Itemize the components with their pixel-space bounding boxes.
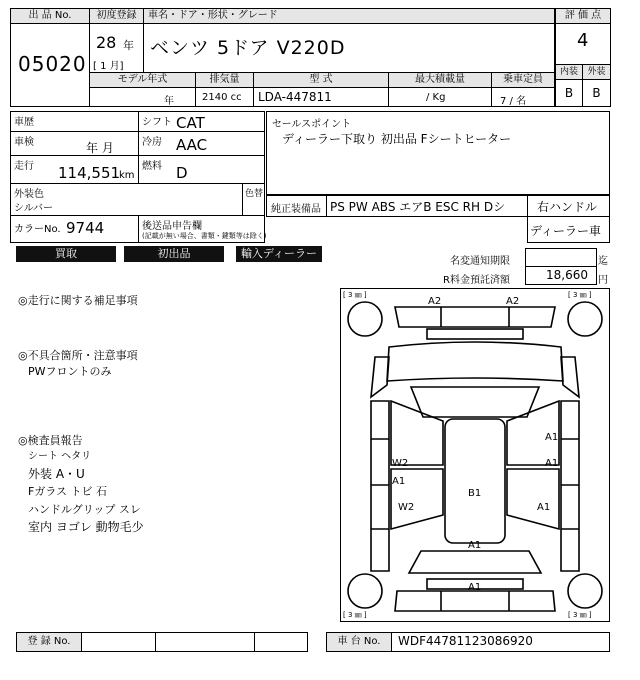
name-change-value: 迄 bbox=[598, 256, 608, 267]
recycle-value: 18,660 bbox=[546, 268, 588, 282]
model-year-label: モデル年式 bbox=[89, 72, 196, 88]
reg-no-box-3 bbox=[254, 632, 308, 652]
inspector-label: ◎検査員報告 bbox=[18, 434, 83, 447]
damage-mark: A2 bbox=[428, 296, 442, 307]
history-label: 車歴 bbox=[14, 117, 34, 128]
ac: AAC bbox=[176, 136, 208, 154]
exterior-grade: B bbox=[582, 79, 611, 107]
inspection-label: 車検 bbox=[14, 137, 34, 148]
max-load-label: 最大積載量 bbox=[388, 72, 492, 88]
fender-right bbox=[561, 357, 579, 397]
sales-point-label: セールスポイント bbox=[272, 119, 352, 130]
car-name: ベンツ 5ドア V220D bbox=[150, 37, 346, 59]
fuel-label: 燃料 bbox=[142, 161, 162, 172]
interior-grade: B bbox=[555, 79, 583, 107]
later-parts-note: (記載が無い場合、書類・鍵類等は除く) bbox=[142, 232, 267, 240]
reg-no-box-1 bbox=[81, 632, 156, 652]
windshield bbox=[411, 387, 539, 417]
ext-color-label: 外装色 bbox=[14, 189, 44, 200]
tire-front-left bbox=[348, 302, 382, 336]
fuel: D bbox=[176, 164, 188, 182]
equipment: PS PW ABS エアB ESC RH Dシ bbox=[330, 200, 506, 214]
badge-purchase: 買取 bbox=[16, 246, 116, 262]
capacity: 7 / 名 bbox=[500, 96, 527, 107]
name-change-box bbox=[525, 248, 597, 267]
capacity-label: 乗車定員 bbox=[491, 72, 555, 88]
mileage-label: 走行 bbox=[14, 161, 34, 172]
mileage: 114,551 bbox=[58, 164, 121, 182]
fender-left bbox=[371, 357, 389, 397]
ac-label: 冷房 bbox=[142, 137, 162, 148]
damage-mark: A1 bbox=[537, 502, 551, 513]
interior-label: 内装 bbox=[555, 64, 583, 80]
displacement-label: 排気量 bbox=[195, 72, 254, 88]
first-reg-month: [ 1 月] bbox=[93, 61, 124, 72]
first-reg-year: 28 bbox=[96, 33, 117, 52]
damage-mark: B1 bbox=[468, 488, 482, 499]
supplement-label: ◎走行に関する補足事項 bbox=[18, 294, 138, 307]
rear-bumper bbox=[395, 591, 555, 611]
defects-label: ◎不具合箇所・注意事項 bbox=[18, 349, 138, 362]
equipment-label: 純正装備品 bbox=[271, 204, 321, 215]
score-label: 評 価 点 bbox=[555, 8, 611, 24]
shift: CAT bbox=[176, 114, 205, 132]
tire-rear-left bbox=[348, 574, 382, 608]
badge-first-listing: 初出品 bbox=[124, 246, 224, 262]
year-unit: 年 bbox=[123, 39, 134, 52]
ext-color: シルバー bbox=[14, 203, 54, 214]
details-divider-h3 bbox=[10, 183, 265, 184]
left-side bbox=[371, 401, 389, 571]
max-load: / Kg bbox=[426, 92, 446, 103]
damage-mark: A2 bbox=[506, 296, 520, 307]
inspector-line: シート ヘタリ bbox=[28, 451, 92, 462]
later-parts-divider bbox=[138, 215, 139, 243]
damage-mark: A1 bbox=[545, 458, 559, 469]
damage-mark: A1 bbox=[545, 432, 559, 443]
rear-glass bbox=[409, 551, 541, 573]
equipment-divider bbox=[326, 195, 327, 217]
mileage-unit: km bbox=[119, 170, 135, 181]
tire-front-right bbox=[568, 302, 602, 336]
tire-depth-front-left: [ 3 ㎜ ] bbox=[343, 291, 367, 299]
details-divider-v bbox=[138, 111, 139, 183]
inspection-value: 年 月 bbox=[86, 141, 114, 155]
lot-no-label: 出 品 No. bbox=[10, 8, 90, 24]
car-diagram bbox=[340, 288, 610, 622]
type: LDA-447811 bbox=[258, 90, 332, 104]
lot-no: 05020 bbox=[18, 52, 87, 76]
damage-mark: W2 bbox=[398, 502, 415, 513]
exterior-label: 外装 bbox=[582, 64, 611, 80]
tire-depth-rear-right: [ 3 ㎜ ] bbox=[568, 611, 592, 619]
name-change-label: 名変通知期限 bbox=[450, 256, 510, 267]
type-label: 型 式 bbox=[253, 72, 389, 88]
sales-point: ディーラー下取り 初出品 Fシートヒーター bbox=[282, 132, 512, 146]
dealer-car: ディーラー車 bbox=[530, 224, 602, 238]
details-divider-h2 bbox=[10, 155, 265, 156]
car-diagram-svg bbox=[341, 289, 609, 621]
color-no-label: カラーNo. bbox=[14, 224, 61, 235]
tire-depth-front-right: [ 3 ㎜ ] bbox=[568, 291, 592, 299]
defects-text: PWフロントのみ bbox=[28, 365, 112, 378]
chassis-label: 車 台 No. bbox=[326, 632, 392, 652]
model-year-box bbox=[89, 87, 196, 107]
damage-mark: A1 bbox=[392, 476, 406, 487]
score: 4 bbox=[577, 30, 589, 51]
inspector-line: 室内 ヨゴレ 動物毛少 bbox=[28, 520, 144, 534]
front-bumper bbox=[395, 307, 555, 327]
color-no: 9744 bbox=[66, 219, 105, 237]
handle: 右ハンドル bbox=[537, 200, 598, 214]
inspector-line: ハンドルグリップ スレ bbox=[28, 503, 141, 516]
car-name-label: 車名・ドア・形状・グレード bbox=[143, 8, 555, 24]
badge-import-dealer: 輸入ディーラー bbox=[236, 246, 322, 262]
later-parts-label: 後送品申告欄 bbox=[142, 221, 202, 232]
recycle-unit: 円 bbox=[598, 275, 608, 286]
damage-mark: A1 bbox=[468, 540, 482, 551]
reg-no-label: 登 録 No. bbox=[16, 632, 82, 652]
inspector-line: 外装 A・U bbox=[28, 467, 85, 481]
model-year-unit: 年 bbox=[164, 96, 174, 107]
chassis-no: WDF44781123086920 bbox=[398, 634, 533, 648]
damage-mark: W2 bbox=[392, 458, 409, 469]
reg-no-box-2 bbox=[155, 632, 255, 652]
damage-mark: A1 bbox=[468, 582, 482, 593]
right-side bbox=[561, 401, 579, 571]
recycle-label: R料金預託済額 bbox=[443, 275, 510, 286]
tire-depth-rear-left: [ 3 ㎜ ] bbox=[343, 611, 367, 619]
tire-rear-right bbox=[568, 574, 602, 608]
color-change-label: 色替 bbox=[245, 189, 264, 199]
first-reg-label: 初度登録 bbox=[89, 8, 144, 24]
shift-label: シフト bbox=[142, 117, 172, 128]
details-divider-h1 bbox=[10, 131, 265, 132]
displacement: 2140 cc bbox=[202, 92, 242, 103]
inspector-line: Fガラス トビ 石 bbox=[28, 485, 107, 498]
roof bbox=[445, 419, 505, 543]
front-grille bbox=[427, 329, 523, 339]
hood bbox=[387, 342, 563, 381]
color-change-divider bbox=[242, 183, 243, 215]
